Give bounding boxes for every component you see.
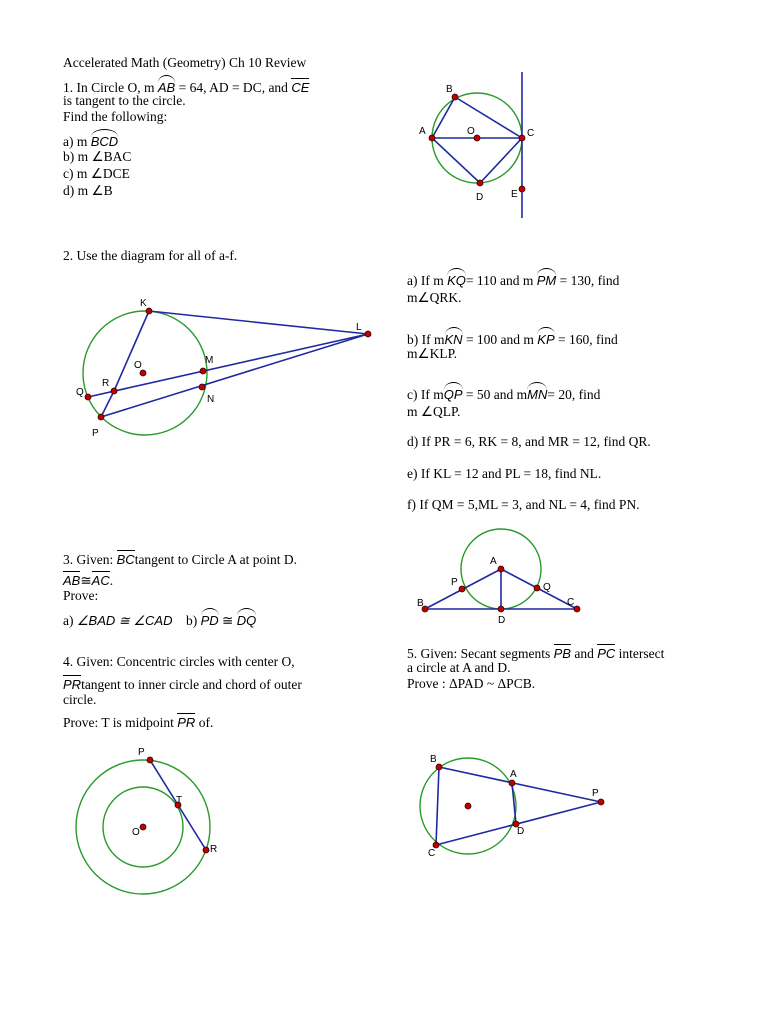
q4-label-r: R: [210, 844, 218, 855]
q5-and: and: [574, 646, 594, 661]
q2-part-e: e) If KL = 12 and PL = 18, find NL.: [407, 466, 602, 481]
q2-b-mid: = 100 and m: [465, 332, 534, 347]
q4-line1: 4. Given: Concentric circles with center O,: [63, 654, 295, 669]
q1-part-d: d) m ∠B: [63, 183, 113, 198]
q5-line3: Prove : ΔPAD ~ ΔPCB.: [407, 676, 536, 691]
q5-point-b: [436, 764, 442, 770]
q1-part-b: b) m ∠BAC: [63, 149, 132, 164]
q3-arc-pd: PD: [201, 610, 219, 629]
q1-a-pre: a) m: [63, 134, 88, 149]
q1-mid: = 64, AD = DC, and: [178, 80, 288, 95]
q5-label-d: D: [517, 826, 525, 837]
q3-label-d: D: [498, 615, 506, 626]
q4-line3: circle.: [63, 692, 97, 707]
q1-label-e: E: [511, 189, 518, 200]
q5-label-a: A: [510, 769, 517, 780]
q5-pre: 5. Given: Secant segments: [407, 646, 551, 661]
q5-point-p: [598, 799, 604, 805]
q3-arc-dq: DQ: [237, 610, 257, 629]
q5-label-c: C: [428, 848, 436, 859]
q3-seg-bc: BC: [117, 549, 135, 568]
q2-part-c-line2: m ∠QLP.: [407, 404, 461, 419]
q1-label-b: B: [446, 84, 453, 95]
q5-point-center: [465, 803, 471, 809]
q2-arc-kp: KP: [537, 329, 554, 348]
q2-c-mid: = 50 and m: [465, 387, 528, 402]
q5-seg-pc: PC: [597, 643, 615, 662]
q1-label-c: C: [527, 128, 535, 139]
q4-label-t: T: [176, 795, 183, 806]
q5-line2: a circle at A and D.: [407, 660, 511, 675]
q1-seg-ce: CE: [291, 77, 309, 96]
q4-prove-post: of.: [198, 715, 214, 730]
q3-seg-ab: AB: [63, 570, 80, 589]
q3-b-congruent: ≅: [222, 613, 234, 628]
q2-a-mid: = 110 and m: [465, 273, 534, 288]
q3-post: tangent to Circle A at point D.: [134, 552, 298, 567]
q2-arc-kn: KN: [445, 329, 463, 348]
q3-label-p: P: [451, 577, 458, 588]
q2-arc-pm: PM: [537, 270, 557, 289]
q5-label-p: P: [592, 788, 599, 799]
q2-label-o: O: [134, 360, 142, 371]
q3-dot: .: [109, 573, 114, 588]
q2-part-a-line2: m∠QRK.: [407, 290, 462, 305]
q4-seg-pr-2: PR: [177, 712, 195, 731]
q2-arc-kq: KQ: [447, 270, 466, 289]
q5-secant-pb: [439, 767, 601, 802]
q3-pre: 3. Given:: [63, 552, 114, 567]
q1-num: 1. In Circle O, m: [63, 80, 155, 95]
q2-part-d: d) If PR = 6, RK = 8, and MR = 12, find QR.: [407, 434, 651, 449]
q1-line3: Find the following:: [63, 109, 168, 124]
q2-c-post: = 20, find: [547, 387, 601, 402]
q5-point-a: [509, 780, 515, 786]
q2-a-post: = 130, find: [559, 273, 620, 288]
q1-label-a: A: [419, 126, 426, 137]
page-title: Accelerated Math (Geometry) Ch 10 Review: [63, 55, 307, 70]
q4-label-o: O: [132, 827, 140, 838]
q1-line2: is tangent to the circle.: [63, 93, 186, 108]
q4-prove-pre: Prove: T is midpoint: [63, 715, 174, 730]
q5-post: intersect: [618, 646, 665, 661]
q2-arc-mn: MN: [527, 384, 547, 403]
q2-b-post: = 160, find: [558, 332, 618, 347]
q2-label-m: M: [205, 355, 214, 366]
q2-label-p: P: [92, 428, 99, 439]
q3-a-pre: a): [63, 613, 74, 628]
q1-arc-bcd: BCD: [91, 131, 118, 150]
q3-label-a: A: [490, 556, 497, 567]
q3-a-expr: ∠BAD ≅ ∠CAD: [76, 613, 173, 628]
q3-b-pre: b): [185, 613, 198, 628]
q3-seg-ac: AC: [92, 570, 110, 589]
q3-label-b: B: [417, 598, 424, 609]
q2-a-pre: a) If m: [407, 273, 444, 288]
q3-label-c: C: [567, 597, 575, 608]
q1-label-d: D: [476, 192, 484, 203]
q1-label-o: O: [467, 126, 475, 137]
q2-part-b-line2: m∠KLP.: [407, 346, 457, 361]
q3-label-q: Q: [543, 582, 551, 593]
q4-label-p: P: [138, 747, 145, 758]
q2-label-k: K: [140, 298, 147, 309]
q2-arc-qp: QP: [444, 384, 463, 403]
q5-segment-bc: [436, 767, 439, 845]
q1-arc-ab: AB: [158, 77, 175, 96]
q2-label-l: L: [356, 322, 362, 333]
q4-line2-text: tangent to inner circle and chord of outer: [81, 677, 302, 692]
q1-part-c: c) m ∠DCE: [63, 166, 130, 181]
q2-intro: 2. Use the diagram for all of a-f.: [63, 248, 238, 263]
q3-prove: Prove:: [63, 588, 99, 603]
q2-label-r: R: [102, 378, 110, 389]
q5-seg-pb: PB: [554, 643, 571, 662]
q2-b-pre: b) If m: [407, 332, 445, 347]
q4-seg-pr: PR: [63, 674, 81, 693]
q5-label-b: B: [430, 754, 437, 765]
q2-label-q: Q: [76, 387, 84, 398]
q3-congruent: ≅: [80, 573, 92, 588]
q2-part-f: f) If QM = 5,ML = 3, and NL = 4, find PN.: [407, 497, 640, 512]
q2-label-n: N: [207, 394, 215, 405]
q2-c-pre: c) If m: [407, 387, 444, 402]
